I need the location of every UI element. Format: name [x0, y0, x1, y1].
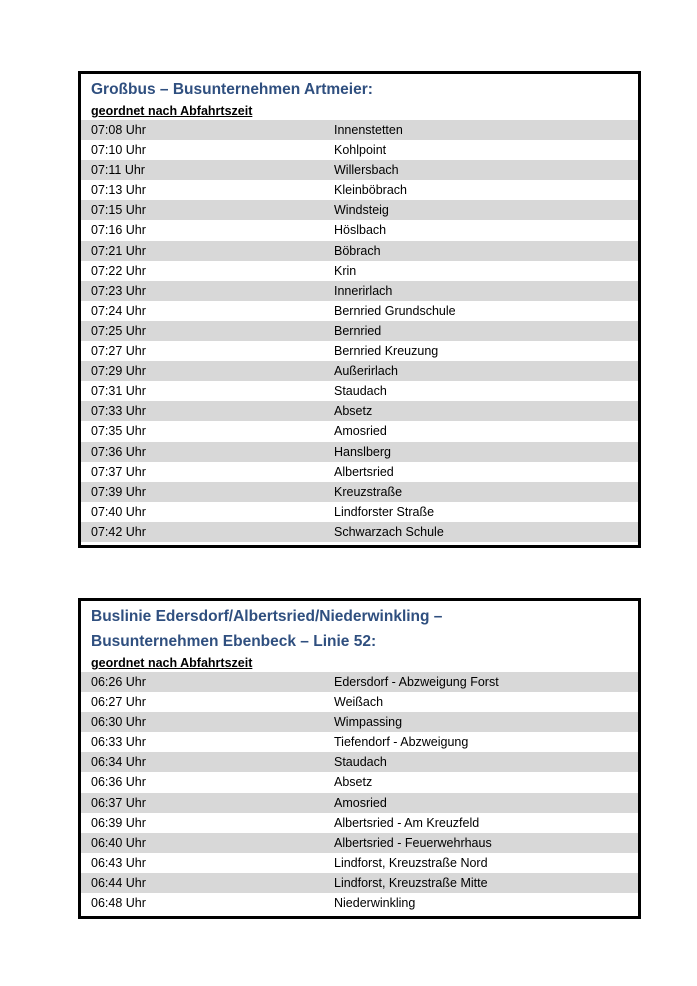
schedule-artmeier	[78, 71, 641, 548]
bus-stop: Albertsried - Am Kreuzfeld	[334, 815, 480, 830]
bus-stop: Windsteig	[334, 203, 389, 218]
table-row	[81, 220, 638, 240]
table-row	[81, 813, 638, 833]
departure-time: 07:25 Uhr	[91, 323, 146, 338]
table-row	[81, 772, 638, 792]
table-row	[81, 752, 638, 772]
departure-time: 07:29 Uhr	[91, 364, 146, 379]
departure-time: 06:39 Uhr	[91, 815, 146, 830]
schedule-title-line-2: Busunternehmen Ebenbeck – Linie 52:	[91, 633, 377, 650]
table-row	[81, 462, 638, 482]
table-row	[81, 712, 638, 732]
bus-stop: Tiefendorf - Abzweigung	[334, 735, 469, 750]
table-row	[81, 793, 638, 813]
table-row	[81, 421, 638, 441]
schedule-ebenbeck-linie-52	[78, 598, 641, 919]
table-row	[81, 672, 638, 692]
bus-stop: Edersdorf - Abzweigung Forst	[334, 675, 499, 689]
schedule-title: Großbus – Busunternehmen Artmeier:	[91, 81, 373, 98]
table-row	[81, 341, 638, 361]
departure-time: 07:16 Uhr	[91, 223, 146, 238]
table-row	[81, 442, 638, 462]
departure-time: 06:44 Uhr	[91, 875, 146, 890]
bus-stop: Amosried	[334, 424, 387, 439]
table-row	[81, 361, 638, 381]
departure-time: 06:37 Uhr	[91, 795, 146, 810]
departure-time: 07:42 Uhr	[91, 524, 146, 539]
departure-time: 07:23 Uhr	[91, 283, 146, 298]
bus-stop: Bernried Grundschule	[334, 303, 456, 318]
bus-stop: Absetz	[334, 775, 373, 790]
departure-time: 07:36 Uhr	[91, 444, 146, 459]
departure-time: 07:22 Uhr	[91, 263, 146, 278]
schedule-subtitle: geordnet nach Abfahrtszeit	[91, 104, 253, 118]
departure-time: 07:33 Uhr	[91, 404, 146, 419]
table-row	[81, 692, 638, 712]
bus-stop: Willersbach	[334, 163, 399, 178]
departure-time: 06:43 Uhr	[91, 855, 146, 870]
table-row	[81, 401, 638, 421]
bus-stop: Niederwinkling	[334, 896, 416, 911]
departure-time: 06:27 Uhr	[91, 695, 146, 710]
departure-time: 07:13 Uhr	[91, 183, 146, 198]
table-row	[81, 482, 638, 502]
bus-stop: Bernried	[334, 323, 382, 338]
bus-stop: Höslbach	[334, 223, 387, 238]
bus-stop: Hanslberg	[334, 444, 391, 459]
departure-time: 07:11 Uhr	[91, 163, 145, 178]
departure-time: 07:27 Uhr	[91, 344, 146, 359]
bus-stop: Wimpassing	[334, 715, 403, 730]
table-row	[81, 120, 638, 140]
table-row	[81, 140, 638, 160]
bus-stop: Weißach	[334, 695, 384, 710]
table-row	[81, 833, 638, 853]
departure-time: 06:30 Uhr	[91, 715, 146, 730]
bus-stop: Innenstetten	[334, 123, 403, 137]
departure-time: 07:35 Uhr	[91, 424, 146, 439]
bus-stop: Lindforster Straße	[334, 504, 435, 519]
departure-time: 07:40 Uhr	[91, 504, 146, 519]
departure-time: 07:10 Uhr	[91, 143, 146, 158]
table-row	[81, 381, 638, 401]
table-row	[81, 321, 638, 341]
bus-stop: Lindforst, Kreuzstraße Mitte	[334, 875, 488, 890]
schedule-rows	[81, 120, 638, 542]
table-row	[81, 241, 638, 261]
bus-stop: Kreuzstraße	[334, 484, 403, 499]
departure-time: 06:26 Uhr	[91, 675, 146, 689]
table-row	[81, 301, 638, 321]
departure-time: 07:31 Uhr	[91, 384, 146, 399]
bus-stop: Außerirlach	[334, 364, 398, 379]
bus-stop: Amosried	[334, 795, 387, 810]
departure-time: 07:15 Uhr	[91, 203, 146, 218]
table-row	[81, 160, 638, 180]
departure-time: 07:39 Uhr	[91, 484, 146, 499]
departure-time: 06:36 Uhr	[91, 775, 146, 790]
bus-stop: Albertsried	[334, 464, 394, 479]
schedule-rows	[81, 672, 638, 913]
bus-stop: Albertsried - Feuerwehrhaus	[334, 835, 492, 850]
table-row	[81, 732, 638, 752]
departure-time: 07:37 Uhr	[91, 464, 146, 479]
bus-stop: Staudach	[334, 384, 387, 399]
table-row	[81, 873, 638, 893]
table-row	[81, 522, 638, 542]
table-row	[81, 853, 638, 873]
bus-stop: Kleinböbrach	[334, 183, 407, 198]
bus-stop: Böbrach	[334, 243, 381, 258]
table-row	[81, 893, 638, 913]
schedule-subtitle: geordnet nach Abfahrtszeit	[91, 656, 253, 670]
bus-stop: Bernried Kreuzung	[334, 344, 439, 359]
departure-time: 07:21 Uhr	[91, 243, 146, 258]
departure-time: 07:24 Uhr	[91, 303, 146, 318]
table-row	[81, 261, 638, 281]
departure-time: 06:34 Uhr	[91, 755, 146, 770]
departure-time: 06:40 Uhr	[91, 835, 146, 850]
bus-stop: Absetz	[334, 404, 373, 419]
bus-stop: Kohlpoint	[334, 143, 387, 158]
departure-time: 07:08 Uhr	[91, 123, 146, 137]
table-row	[81, 502, 638, 522]
table-row	[81, 200, 638, 220]
table-row	[81, 281, 638, 301]
table-row	[81, 180, 638, 200]
bus-stop: Krin	[334, 263, 357, 278]
bus-stop: Staudach	[334, 755, 387, 770]
departure-time: 06:33 Uhr	[91, 735, 146, 750]
bus-stop: Innerirlach	[334, 283, 393, 298]
bus-stop: Schwarzach Schule	[334, 524, 444, 539]
schedule-title-line-1: Buslinie Edersdorf/Albertsried/Niederwinkling –	[91, 608, 443, 625]
departure-time: 06:48 Uhr	[91, 896, 146, 911]
bus-stop: Lindforst, Kreuzstraße Nord	[334, 855, 488, 870]
